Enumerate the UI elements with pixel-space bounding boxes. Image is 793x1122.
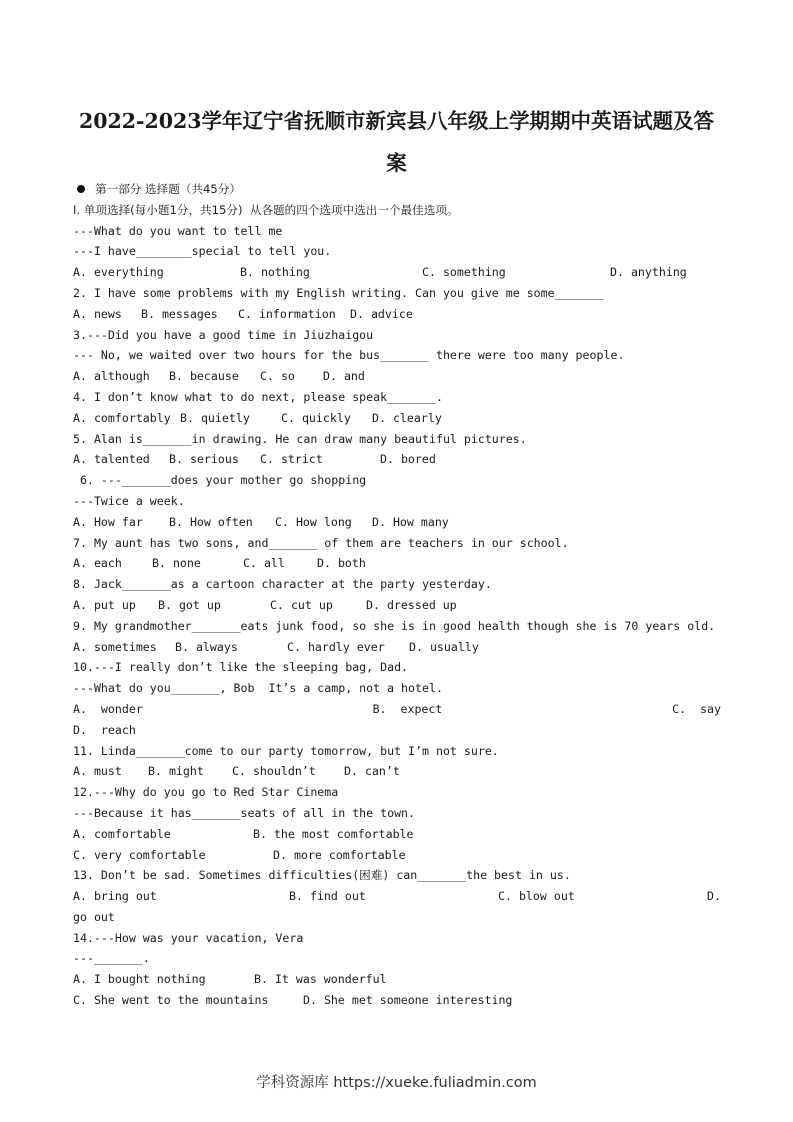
- question-line: 7. My aunt has two sons, and_______ of them are teachers in our school.: [73, 535, 569, 550]
- question-line: 14.---How was your vacation, Vera: [73, 930, 304, 945]
- option-wrapped: D. reach: [73, 722, 136, 737]
- option: D. both: [317, 556, 366, 571]
- option: B. serious: [169, 452, 239, 467]
- question-line: 3.---Did you have a good time in Jiuzhaigou: [73, 327, 374, 342]
- option: A. talented: [73, 452, 150, 467]
- option: C. all: [243, 556, 285, 571]
- options-row: [73, 262, 725, 283]
- question-line: 12.---Why do you go to Red Star Cinema: [73, 785, 339, 800]
- options-row: [73, 595, 725, 616]
- option: B. because: [169, 369, 239, 384]
- option: A. comfortable: [73, 826, 171, 841]
- option: D. and: [323, 369, 365, 384]
- option: D. bored: [380, 452, 436, 467]
- option: C. strict: [260, 452, 323, 467]
- option: A. must: [73, 764, 122, 779]
- question-line: 2. I have some problems with my English writing. Can you give me some_______: [73, 285, 604, 300]
- option: D. dressed up: [366, 597, 457, 612]
- question-line: ---I have________special to tell you.: [73, 244, 332, 259]
- question-line: ---Because it has_______seats of all in the town.: [73, 805, 416, 820]
- option: D. advice: [350, 306, 413, 321]
- options-row: [73, 824, 725, 845]
- option: C. so: [260, 369, 295, 384]
- question-line: ---_______.: [73, 951, 150, 966]
- options-row: [73, 761, 725, 782]
- options-row: [73, 366, 725, 387]
- question-line: 4. I don’t know what to do next, please speak_______.: [73, 389, 443, 404]
- option: B. got up: [158, 597, 221, 612]
- question-line: ---What do you want to tell me: [73, 223, 283, 238]
- options-row: [73, 990, 725, 1011]
- question-line: 5. Alan is_______in drawing. He can draw many beautiful pictures.: [73, 431, 527, 446]
- bullet-icon: [77, 185, 85, 193]
- options-row: [73, 408, 725, 429]
- option: A. How far: [73, 514, 143, 529]
- option: A. sometimes: [73, 639, 157, 654]
- option: A. although: [73, 369, 150, 384]
- option: B. quietly: [180, 410, 250, 425]
- question-line: 8. Jack_______as a cartoon character at the party yesterday.: [73, 577, 492, 592]
- document-title: [60, 100, 733, 184]
- option: A. everything: [73, 265, 164, 280]
- option: B. might: [148, 764, 204, 779]
- option-wrapped: go out: [73, 909, 115, 924]
- option: D. clearly: [372, 410, 442, 425]
- option: B. none: [152, 556, 201, 571]
- part-heading: 第一部分 选择题（共45分）: [73, 179, 725, 200]
- option: C. information: [238, 306, 336, 321]
- question-body: [73, 179, 725, 1011]
- question-line: --- No, we waited over two hours for the bus_______ there were too many people.: [73, 348, 625, 363]
- option: D. more comfortable: [273, 847, 406, 862]
- option: D. can’t: [344, 764, 400, 779]
- options-row: [73, 845, 725, 866]
- option: C. She went to the mountains: [73, 993, 269, 1008]
- option-letter: D.: [707, 889, 721, 904]
- question-line: 10.---I really don’t like the sleeping bag, Dad.: [73, 660, 409, 675]
- option: A. I bought nothing: [73, 972, 206, 987]
- option: D. anything: [610, 265, 687, 280]
- options-row: [73, 886, 721, 907]
- option: B. always: [175, 639, 238, 654]
- option: B. It was wonderful: [254, 972, 387, 987]
- option: B. the most comfortable: [253, 826, 414, 841]
- question-line: 11. Linda_______come to our party tomorrow, but I’m not sure.: [73, 743, 499, 758]
- options-row: [73, 449, 725, 470]
- question-line: 6. ---_______does your mother go shopping: [73, 473, 367, 488]
- options-row: [73, 637, 725, 658]
- option: C. shouldn’t: [232, 764, 316, 779]
- options-row: [73, 969, 725, 990]
- footer-source: 学科资源库 https://xueke.fuliadmin.com: [256, 1075, 537, 1091]
- options-row: [73, 699, 721, 720]
- title-line-1: 2022-2023学年辽宁省抚顺市新宾县八年级上学期期中英语试题及答: [78, 109, 715, 133]
- option: C. hardly ever: [287, 639, 385, 654]
- option: A. put up: [73, 597, 136, 612]
- option: B. find out: [289, 889, 366, 904]
- option: C. say: [672, 701, 721, 716]
- option: C. cut up: [270, 597, 333, 612]
- option: A. each: [73, 556, 122, 571]
- option: D. usually: [409, 639, 479, 654]
- option: A. comfortably: [73, 410, 171, 425]
- option: C. How long: [275, 514, 352, 529]
- option: A. wonder: [73, 701, 143, 716]
- option: C. very comfortable: [73, 847, 206, 862]
- option: B. nothing: [240, 265, 310, 280]
- options-row: [73, 512, 725, 533]
- option: D. How many: [372, 514, 449, 529]
- option: C. blow out: [498, 889, 575, 904]
- question-line: ---What do you_______, Bob It’s a camp, not a hotel.: [73, 681, 443, 696]
- title-line-2: 案: [386, 151, 407, 175]
- option: A. bring out: [73, 889, 157, 904]
- option: B. How often: [169, 514, 253, 529]
- option: D. She met someone interesting: [303, 993, 513, 1008]
- option: B. expect: [372, 701, 443, 716]
- question-line: ---Twice a week.: [73, 493, 185, 508]
- question-line: 13. Don’t be sad. Sometimes difficulties(困难) can_______the best in us.: [73, 868, 571, 883]
- option: C. something: [422, 265, 506, 280]
- section-heading: Ⅰ. 单项选择(每小题1分，共15分) 从各题的四个选项中选出一个最佳选项。: [73, 202, 459, 217]
- question-line: 9. My grandmother_______eats junk food, so she is in good health though she is 70 years old.: [73, 618, 716, 633]
- option: A. news: [73, 306, 122, 321]
- option: B. messages: [141, 306, 218, 321]
- option: C. quickly: [281, 410, 351, 425]
- options-row: [73, 553, 725, 574]
- options-row: [73, 304, 725, 325]
